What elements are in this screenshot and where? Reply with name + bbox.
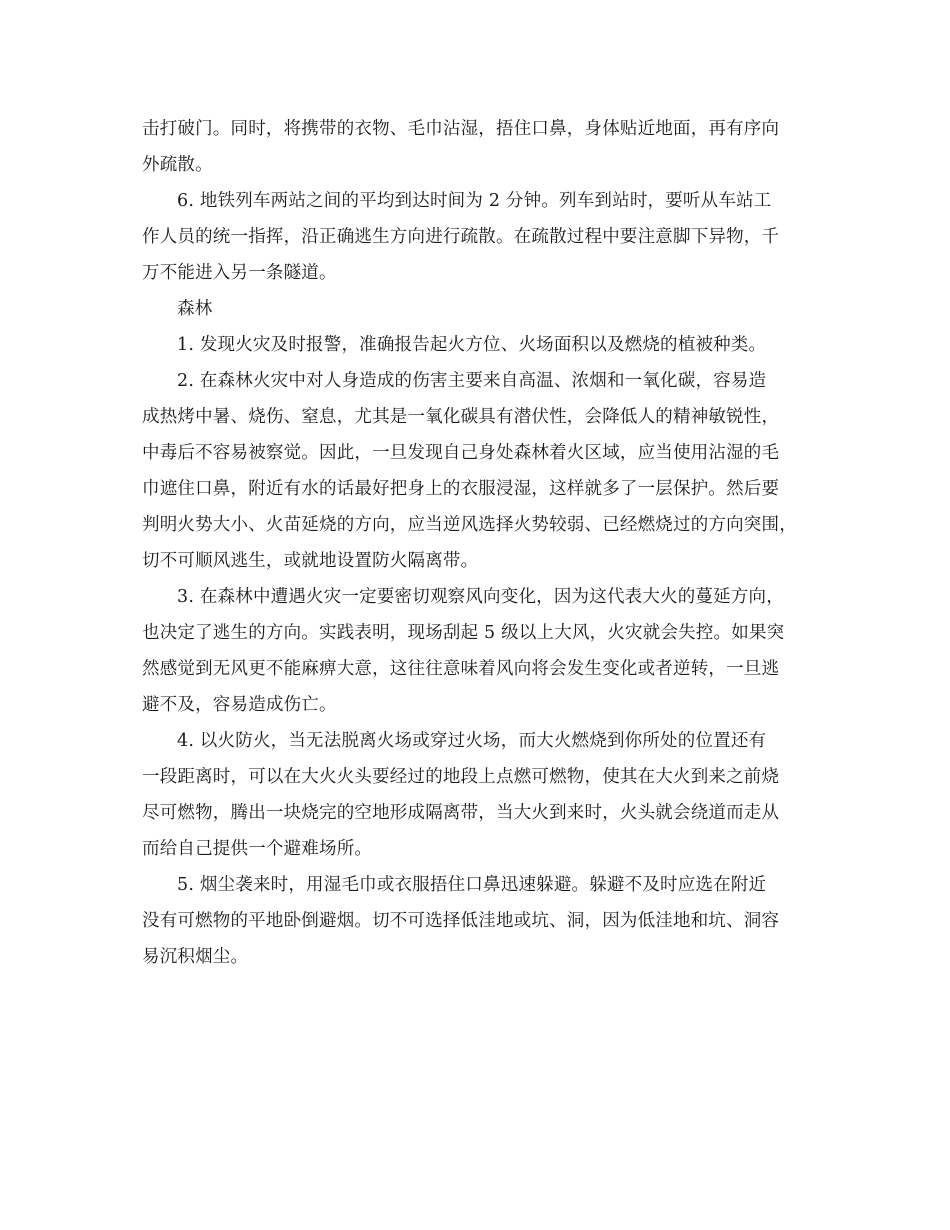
text-line: 一段距离时，可以在大火火头要经过的地段上点燃可燃物，使其在大火到来之前烧 bbox=[142, 767, 780, 787]
paragraph-start-line: 6. 地铁列车两站之间的平均到达时间为 2 分钟。列车到站时，要听从车站工 bbox=[177, 191, 772, 211]
text-line: 判明火势大小、火苗延烧的方向，应当逆风选择火势较弱、已经燃烧过的方向突围， bbox=[142, 515, 797, 535]
text-line: 而给自己提供一个避难场所。 bbox=[142, 839, 373, 859]
text-line: 切不可顺风逃生，或就地设置防火隔离带。 bbox=[142, 551, 479, 571]
document-body bbox=[142, 111, 812, 975]
text-line: 尽可燃物，腾出一块烧完的空地形成隔离带，当大火到来时，火头就会绕道而走从 bbox=[142, 803, 780, 823]
text-line: 击打破门。同时，将携带的衣物、毛巾沾湿，捂住口鼻，身体贴近地面，再有序向 bbox=[142, 119, 780, 139]
paragraph-start-line: 3. 在森林中遭遇火灾一定要密切观察风向变化，因为这代表大火的蔓延方向， bbox=[177, 587, 784, 607]
text-line: 中毒后不容易被察觉。因此，一旦发现自己身处森林着火区域，应当使用沾湿的毛 bbox=[142, 443, 780, 463]
text-line: 外疏散。 bbox=[142, 155, 213, 175]
text-line: 避不及，容易造成伤亡。 bbox=[142, 695, 337, 715]
text-line: 也决定了逃生的方向。实践表明，现场刮起 5 级以上大风，火灾就会失控。如果突 bbox=[142, 623, 785, 643]
text-line: 巾遮住口鼻，附近有水的话最好把身上的衣服浸湿，这样就多了一层保护。然后要 bbox=[142, 479, 780, 499]
paragraph-start-line: 5. 烟尘袭来时，用湿毛巾或衣服捂住口鼻迅速躲避。躲避不及时应选在附近 bbox=[177, 875, 767, 895]
text-line: 作人员的统一指挥，沿正确逃生方向进行疏散。在疏散过程中要注意脚下异物，千 bbox=[142, 227, 780, 247]
section-heading: 森林 bbox=[177, 299, 213, 319]
text-line: 没有可燃物的平地卧倒避烟。切不可选择低洼地或坑、洞，因为低洼地和坑、洞容 bbox=[142, 911, 780, 931]
text-line: 成热烤中暑、烧伤、窒息，尤其是一氧化碳具有潜伏性，会降低人的精神敏锐性， bbox=[142, 407, 780, 427]
text-line: 万不能进入另一条隧道。 bbox=[142, 263, 337, 283]
paragraph-start-line: 1. 发现火灾及时报警，准确报告起火方位、火场面积以及燃烧的植被种类。 bbox=[177, 335, 767, 355]
text-line: 然感觉到无风更不能麻痹大意，这往往意味着风向将会发生变化或者逆转，一旦逃 bbox=[142, 659, 780, 679]
paragraph-start-line: 4. 以火防火，当无法脱离火场或穿过火场，而大火燃烧到你所处的位置还有 bbox=[177, 731, 767, 751]
text-line: 易沉积烟尘。 bbox=[142, 947, 249, 967]
paragraph-start-line: 2. 在森林火灾中对人身造成的伤害主要来自高温、浓烟和一氧化碳，容易造 bbox=[177, 371, 767, 391]
